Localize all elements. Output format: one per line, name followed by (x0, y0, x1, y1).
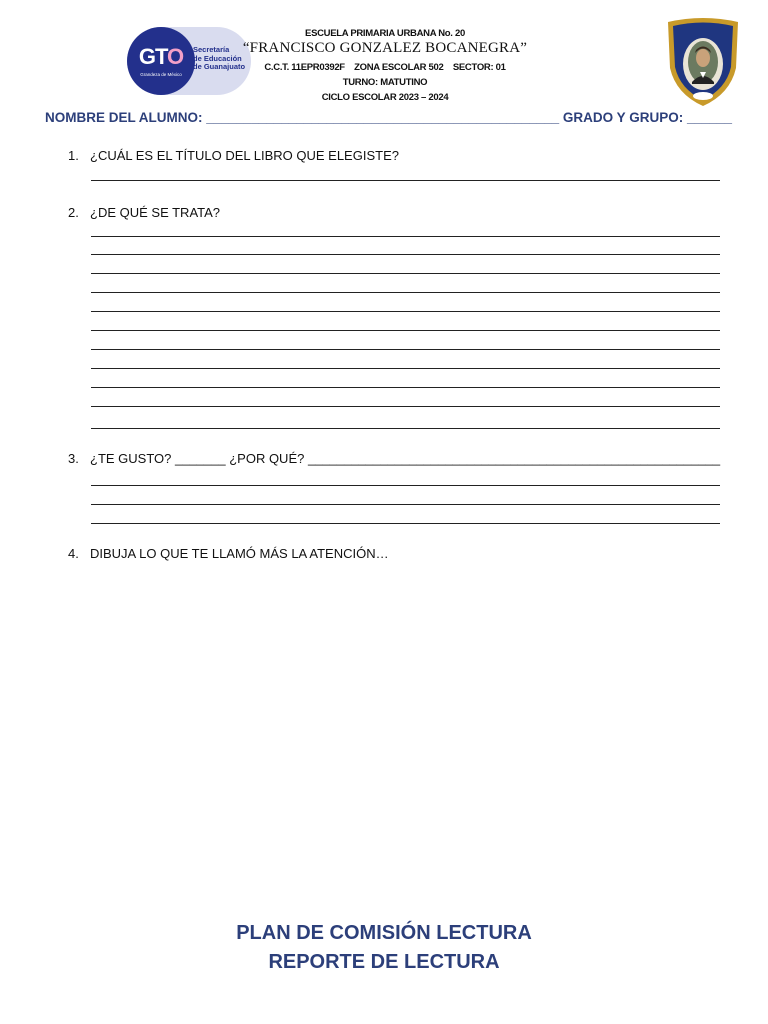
student-info-line (45, 110, 732, 125)
answer-line[interactable] (91, 349, 720, 350)
school-shift: TURNO: MATUTINO (342, 77, 428, 88)
answer-line[interactable] (91, 406, 720, 407)
question-text: ¿CUÁL ES EL TÍTULO DEL LIBRO QUE ELEGISTE? (90, 148, 399, 163)
answer-line[interactable] (91, 428, 720, 429)
answer-line[interactable] (91, 330, 720, 331)
question-number: 2. (68, 205, 79, 220)
question-1 (68, 148, 399, 163)
school-crest-icon (664, 16, 742, 108)
school-cct-line: C.C.T. 11EPR0392F ZONA ESCOLAR 502 SECTOR: 01 (264, 62, 506, 73)
student-name-field[interactable]: _______________________________________________ (206, 110, 560, 125)
gto-logo-mark: GTO (138, 44, 184, 69)
question-4 (68, 546, 389, 561)
answer-line[interactable] (91, 273, 720, 274)
answer-line[interactable] (91, 368, 720, 369)
grade-group-label: GRADO Y GRUPO: (562, 110, 684, 125)
answer-line[interactable] (91, 180, 720, 181)
question-2 (68, 205, 220, 220)
student-name-label: NOMBRE DEL ALUMNO: (45, 110, 203, 125)
question-number: 1. (68, 148, 79, 163)
question-text: DIBUJA LO QUE TE LLAMÓ MÁS LA ATENCIÓN… (90, 546, 389, 561)
answer-line[interactable] (91, 254, 720, 255)
school-name: “FRANCISCO GONZALEZ BOCANEGRA” (242, 40, 528, 56)
answer-line[interactable] (91, 387, 720, 388)
answer-line[interactable] (91, 504, 720, 505)
answer-line[interactable] (91, 485, 720, 486)
question-text: ¿TE GUSTO? _______ ¿POR QUÉ? _________________________________________________________ (90, 451, 721, 466)
secretaria-label: Secretaría de Educación de Guanajuato (193, 45, 246, 71)
footer-subtitle: REPORTE DE LECTURA (268, 951, 500, 973)
question-text: ¿DE QUÉ SE TRATA? (90, 205, 221, 220)
drawing-area[interactable] (68, 570, 720, 900)
gto-logo-tagline: Grandeza de México (140, 72, 182, 77)
grade-group-field[interactable]: ______ (686, 110, 733, 125)
answer-line[interactable] (91, 236, 720, 237)
question-number: 3. (68, 451, 79, 466)
question-number: 4. (68, 546, 79, 561)
answer-line[interactable] (91, 523, 720, 524)
answer-line[interactable] (91, 311, 720, 312)
question-3 (68, 451, 720, 466)
answer-line[interactable] (91, 292, 720, 293)
footer-title: PLAN DE COMISIÓN LECTURA (236, 922, 532, 944)
school-cycle: CICLO ESCOLAR 2023 – 2024 (321, 92, 449, 103)
school-type-line: ESCUELA PRIMARIA URBANA No. 20 (305, 28, 465, 39)
